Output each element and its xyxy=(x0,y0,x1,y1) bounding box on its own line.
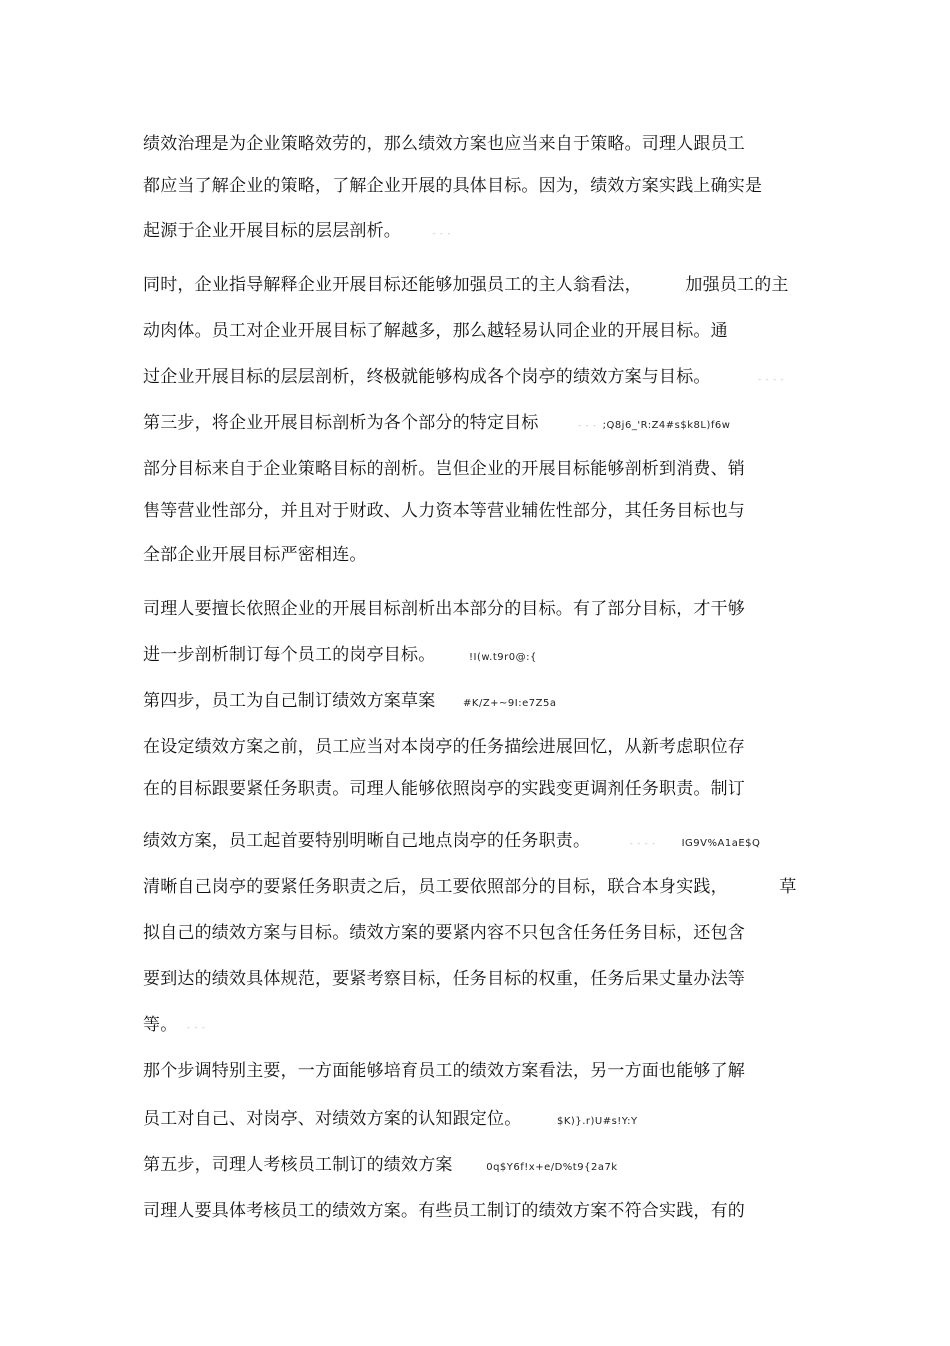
text-line xyxy=(143,732,745,757)
line-text-continuation: 加强员工的主 xyxy=(685,275,789,295)
line-text: 过企业开展目标的层层剖析，终极就能够构成各个岗亭的绩效方案与目标。 xyxy=(143,367,711,387)
text-line xyxy=(143,594,745,619)
line-text: 拟自己的绩效方案与目标。绩效方案的要紧内容不只包含任务任务目标，还包含 xyxy=(143,923,745,943)
line-text: 部分目标来自于企业策略目标的剖析。岂但企业的开展目标能够剖析到消费、销 xyxy=(143,459,745,479)
text-line xyxy=(143,1196,745,1221)
text-line xyxy=(143,540,367,565)
heading-line xyxy=(143,408,730,433)
text-line xyxy=(143,171,762,196)
text-line xyxy=(143,454,745,479)
line-text: 全部企业开展目标严密相连。 xyxy=(143,545,367,565)
text-line xyxy=(143,1056,745,1081)
line-text: 进一步剖析制订每个员工的岗亭目标。 xyxy=(143,645,436,665)
heading-line xyxy=(143,686,556,711)
line-text: 员工对自己、对岗亭、对绩效方案的认知跟定位。 xyxy=(143,1109,522,1129)
noise-code: ;Q8j6_'R:Z4#s$k8L)f6w xyxy=(602,420,731,431)
text-line xyxy=(143,270,789,295)
text-line xyxy=(143,496,745,521)
text-line xyxy=(143,774,745,799)
scan-dots: - - - xyxy=(187,1023,206,1032)
line-text: 要到达的绩效具体规范，要紧考察目标，任务目标的权重，任务后果丈量办法等 xyxy=(143,969,745,989)
line-text: 都应当了解企业的策略，了解企业开展的具体目标。因为，绩效方案实践上确实是 xyxy=(143,176,763,196)
line-text: 在的目标跟要紧任务职责。司理人能够依照岗亭的实践变更调剂任务职责。制订 xyxy=(143,779,745,799)
text-line xyxy=(143,316,728,341)
line-text: 绩效治理是为企业策略效劳的，那么绩效方案也应当来自于策略。司理人跟员工 xyxy=(143,134,745,154)
step-heading: 第四步，员工为自己制订绩效方案草案 xyxy=(143,691,436,711)
scan-dots: - - - - xyxy=(629,839,656,848)
line-text: 等。 xyxy=(143,1015,178,1035)
text-line xyxy=(143,216,451,241)
line-text: 司理人要具体考核员工的绩效方案。有些员工制订的绩效方案不符合实践，有的 xyxy=(143,1201,745,1221)
noise-code: IG9V%A1aE$Q xyxy=(681,838,761,849)
heading-line xyxy=(143,1150,618,1175)
line-text: 动肉体。员工对企业开展目标了解越多，那么越轻易认同企业的开展目标。通 xyxy=(143,321,728,341)
scan-dots: - - - - xyxy=(758,375,785,384)
line-text: 绩效方案，员工起首要特别明晰自己地点岗亭的任务职责。 xyxy=(143,831,591,851)
scan-dots: - - - xyxy=(432,229,452,238)
text-line xyxy=(143,918,745,943)
text-line xyxy=(143,964,745,989)
step-heading: 第三步，将企业开展目标剖析为各个部分的特定目标 xyxy=(143,413,539,433)
scan-dots: - - - xyxy=(578,421,597,430)
text-line xyxy=(143,872,797,897)
line-text: 售等营业性部分，并且对于财政、人力资本等营业辅佐性部分，其任务目标也与 xyxy=(143,501,745,521)
noise-code: !I(w.t9r0@:{ xyxy=(469,652,537,663)
step-heading: 第五步，司理人考核员工制订的绩效方案 xyxy=(143,1155,453,1175)
text-line xyxy=(143,640,537,665)
text-line xyxy=(143,362,784,387)
line-text: 同时，企业指导解释企业开展目标还能够加强员工的主人翁看法， xyxy=(143,275,642,295)
text-line xyxy=(143,1010,206,1035)
line-text: 起源于企业开展目标的层层剖析。 xyxy=(143,221,401,241)
noise-code: #K/Z+~9I:e7Z5a xyxy=(463,698,557,709)
text-line xyxy=(143,826,760,851)
line-text-continuation: 草 xyxy=(779,877,797,897)
noise-code: 0q$Y6f!x+e/D%t9{2a7k xyxy=(486,1162,618,1173)
line-text: 在设定绩效方案之前，员工应当对本岗亭的任务描绘进展回忆，从新考虑职位存 xyxy=(143,737,745,757)
text-line xyxy=(143,1104,638,1129)
noise-code: $K)}.r)U#s!Y:Y xyxy=(557,1116,638,1127)
line-text: 司理人要擅长依照企业的开展目标剖析出本部分的目标。有了部分目标，才干够 xyxy=(143,599,745,619)
line-text: 清晰自己岗亭的要紧任务职责之后，员工要依照部分的目标，联合本身实践， xyxy=(143,877,728,897)
text-line xyxy=(143,129,745,154)
line-text: 那个步调特别主要，一方面能够培育员工的绩效方案看法，另一方面也能够了解 xyxy=(143,1061,745,1081)
